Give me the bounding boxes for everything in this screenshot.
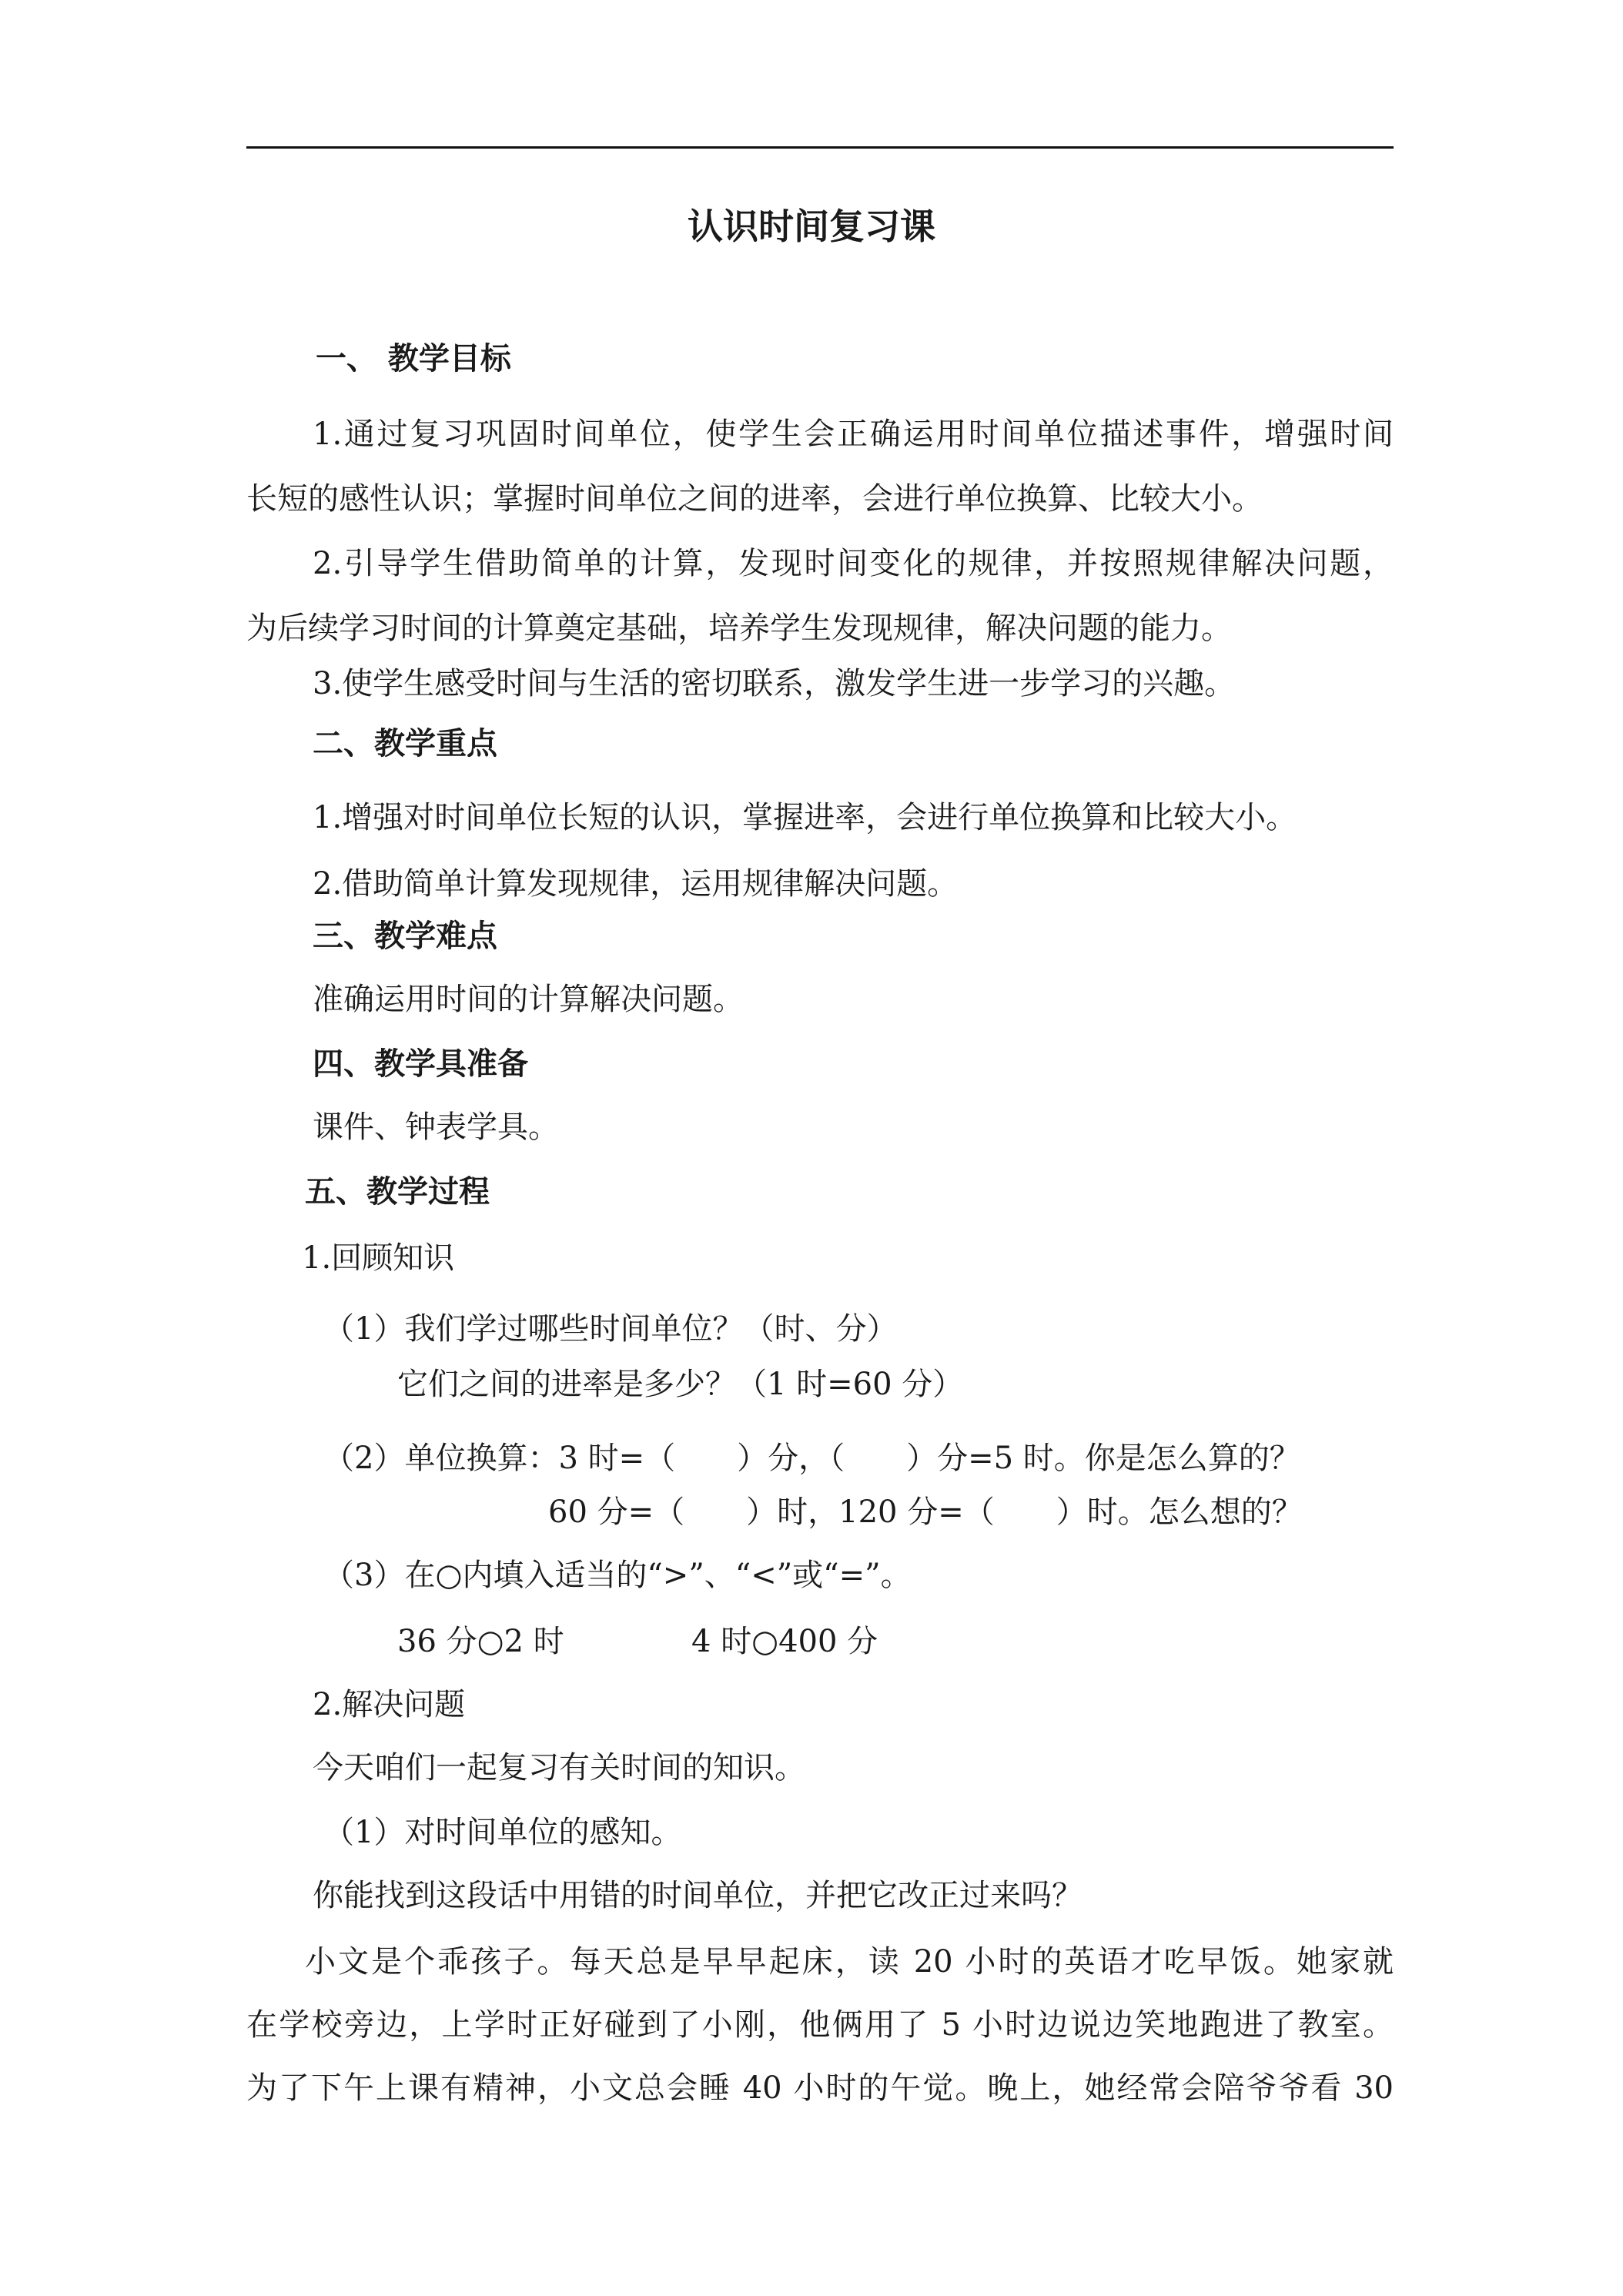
- story-line-2: 在学校旁边，上学时正好碰到了小刚，他俩用了 5 小时边说边笑地跑进了教室。: [246, 2007, 1394, 2043]
- section-heading-process: 五、教学过程: [305, 1174, 490, 1210]
- process-step-1: 1.回顾知识: [302, 1240, 455, 1276]
- section-heading-key-points: 二、教学重点: [313, 726, 497, 761]
- key-point-2: 2.借助简单计算发现规律，运用规律解决问题。: [313, 866, 959, 902]
- story-line-3: 为了下午上课有精神，小文总会睡 40 小时的午觉。晚上，她经常会陪爷爷看 30: [246, 2070, 1394, 2106]
- page-title: 认识时间复习课: [688, 206, 935, 247]
- compare-item-2: 4 时○400 分: [691, 1624, 878, 1659]
- goal-1-line-2: 长短的感性认识；掌握时间单位之间的进率，会进行单位换算、比较大小。: [246, 481, 1263, 517]
- process-step-2: 2.解决问题: [313, 1687, 466, 1722]
- process-intro: 今天咱们一起复习有关时间的知识。: [313, 1750, 805, 1786]
- difficulty-text: 准确运用时间的计算解决问题。: [313, 982, 744, 1017]
- key-point-1: 1.增强对时间单位长短的认识，掌握进率，会进行单位换算和比较大小。: [313, 800, 1297, 835]
- process-prompt: 你能找到这段话中用错的时间单位，并把它改正过来吗？: [313, 1878, 1083, 1913]
- goal-2-line-1: 2.引导学生借助简单的计算，发现时间变化的规律，并按照规律解决问题，: [313, 546, 1394, 581]
- section-heading-goals: 一、 教学目标: [316, 341, 511, 377]
- materials-text: 课件、钟表学具。: [313, 1110, 559, 1145]
- story-line-1: 小文是个乖孩子。每天总是早早起床，读 20 小时的英语才吃早饭。她家就: [305, 1944, 1394, 1980]
- compare-item-1: 36 分○2 时: [397, 1624, 564, 1659]
- header-rule: [246, 146, 1394, 149]
- section-heading-materials: 四、教学具准备: [313, 1046, 528, 1082]
- review-question-1-followup: 它们之间的进率是多少？（1 时=60 分）: [397, 1367, 964, 1402]
- process-question-1: （1）对时间单位的感知。: [323, 1815, 682, 1850]
- review-question-3: （3）在○内填入适当的“>”、“<”或“=”。: [323, 1558, 912, 1593]
- review-question-1: （1）我们学过哪些时间单位？（时、分）: [323, 1311, 898, 1347]
- review-question-2: （2）单位换算：3 时=（ ）分，（ ）分=5 时。你是怎么算的？: [323, 1441, 1300, 1476]
- goal-1-line-1: 1.通过复习巩固时间单位，使学生会正确运用时间单位描述事件，增强时间: [313, 417, 1394, 452]
- goal-3: 3.使学生感受时间与生活的密切联系，激发学生进一步学习的兴趣。: [313, 666, 1236, 701]
- section-heading-difficulties: 三、教学难点: [313, 919, 497, 954]
- goal-2-line-2: 为后续学习时间的计算奠定基础，培养学生发现规律，解决问题的能力。: [246, 611, 1232, 646]
- review-question-2-line-2: 60 分=（ ）时，120 分=（ ）时。怎么想的？: [548, 1494, 1303, 1530]
